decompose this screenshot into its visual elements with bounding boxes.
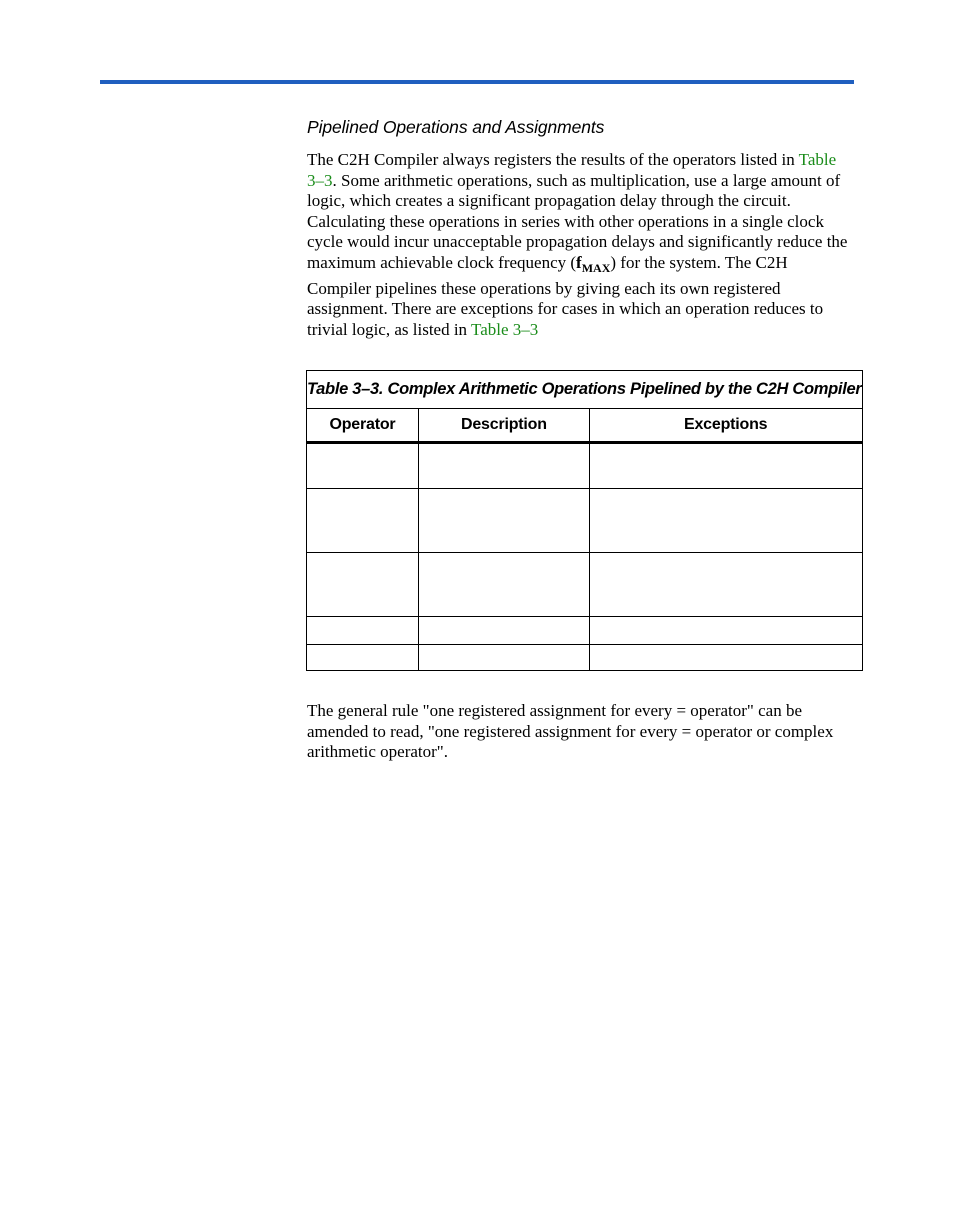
- cell-exceptions: [589, 443, 862, 489]
- operations-table: [306, 370, 862, 671]
- cell-operator: [307, 489, 419, 553]
- intro-text-b: . Some arithmetic operations, such as multiplication, use a large amount of logic, which creates a significant propagation delay through the circuit. Calculating these operations in series with other operations in a single clock cycle would incur unacceptable propagation delays and significantly reduce the maximum achievable clock frequency (: [307, 170, 848, 272]
- table-row: [307, 443, 863, 489]
- fmax-subscript: MAX: [581, 260, 611, 275]
- cell-exceptions: [589, 553, 862, 617]
- cell-exceptions: [589, 489, 862, 553]
- table-row: [307, 617, 863, 645]
- table-row: [307, 489, 863, 553]
- table-caption: Table 3–3. Complex Arithmetic Operations Pipelined by the C2H Compiler: [307, 371, 863, 409]
- fmax-f: f: [576, 252, 582, 272]
- table-row: [307, 553, 863, 617]
- cell-operator: [307, 443, 419, 489]
- cell-description: [418, 553, 589, 617]
- intro-text-c: ) for the system. The C2H Compiler pipelines these operations by giving each its own registered assignment. There are exceptions for cases in which an operation reduces to trivial logic, as listed in: [307, 252, 824, 339]
- cell-description: [418, 489, 589, 553]
- section-heading: Pipelined Operations and Assignments: [307, 117, 605, 137]
- cell-exceptions: [589, 617, 862, 645]
- header-rule: [100, 80, 854, 84]
- fmax-symbol: [576, 252, 611, 275]
- cell-description: [418, 443, 589, 489]
- table-ref-link-2[interactable]: Table 3–3: [471, 319, 539, 339]
- table-ref-link-1[interactable]: Table 3–3: [307, 150, 837, 190]
- intro-text-a: The C2H Compiler always registers the results of the operators listed in: [307, 150, 799, 169]
- closing-paragraph: The general rule "one registered assignment for every = operator" can be amended to read, "one registered assignment for every = operator or complex arithmetic operator".: [307, 701, 834, 762]
- cell-operator: [307, 645, 419, 671]
- table-row: [307, 645, 863, 671]
- table-header-row: [307, 409, 863, 443]
- cell-description: [418, 617, 589, 645]
- header-exceptions: Exceptions: [589, 409, 862, 443]
- header-description: Description: [418, 409, 589, 443]
- cell-description: [418, 645, 589, 671]
- cell-operator: [307, 617, 419, 645]
- cell-operator: [307, 553, 419, 617]
- intro-paragraph: [307, 150, 853, 340]
- cell-exceptions: [589, 645, 862, 671]
- header-operator: Operator: [307, 409, 419, 443]
